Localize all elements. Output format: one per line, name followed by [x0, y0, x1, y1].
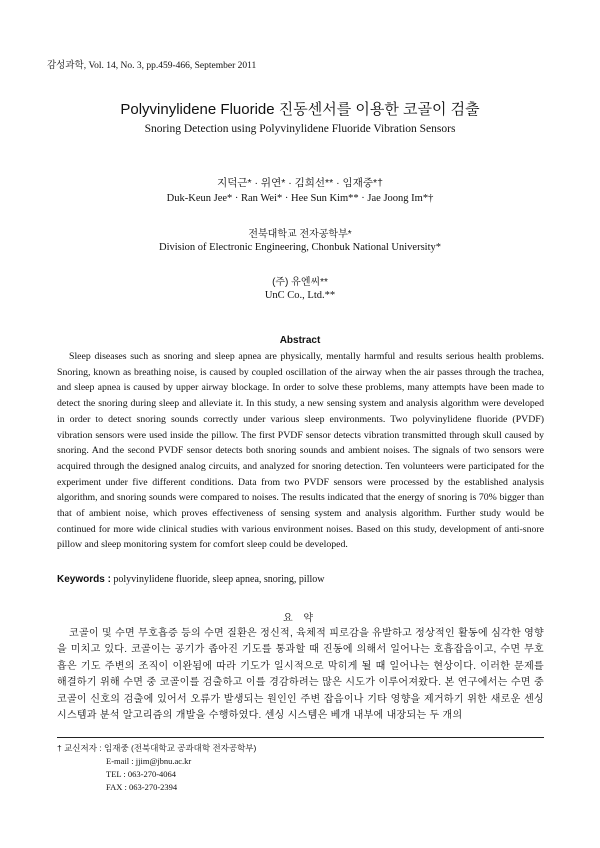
keywords-text: polyvinylidene fluoride, sleep apnea, snoring, pillow — [110, 574, 325, 585]
korean-summary-heading: 요 약 — [282, 613, 318, 624]
affiliation-2-english: UnC Co., Ltd.** — [264, 290, 336, 301]
authors-english: Duk-Keun Jee* · Ran Wei* · Hee Sun Kim** · Jae Joong Im*† — [166, 193, 434, 204]
footnote-fax: FAX : 063-270-2394 — [106, 782, 178, 792]
journal-header: 감성과학, Vol. 14, No. 3, pp.459-466, September 2011 — [47, 61, 257, 71]
affiliation-1-korean: 전북대학교 전자공학부* — [248, 229, 352, 240]
keywords-line — [57, 574, 324, 585]
footnote-corresponding-author: † 교신저자 : 임재중 (전북대학교 공과대학 전자공학부) — [57, 743, 257, 753]
paper-title-korean: Polyvinylidene Fluoride 진동센서를 이용한 코골이 검출 — [120, 101, 480, 118]
affiliation-1-english: Division of Electronic Engineering, Chonbuk National University* — [159, 242, 441, 253]
affiliation-2-korean: (주) 유엔씨** — [272, 277, 328, 288]
abstract-text: Sleep diseases such as snoring and sleep apnea are physically, mentally harmful and results serious health problems. Snoring, known as breathing noise, is caused by coupled oscillation of the airway when the air passes through the trachea, and sleep apnea is caused by upper airway blockage. In order to solve these problems, many attempts have been made to detect the snoring during sleep and alleviate it. In this study, a new sensing system and analysis algorithm were developed in order to detect snoring sounds correctly under various sleep environments. Two polyvinylidene fluoride (PVDF) vibration sensors were used inside the pillow. The first PVDF sensor detects vibration transmitted through skull caused by snoring. And the second PVDF sensor detects both snoring sounds and ambient noises. The signals of two sensors were acquired through the designed analog circuits, and analyzed for snoring detection. Ten volunteers were participated for the experiment under five different conditions. Data from two PVDF sensors were processed by the established analysis algorithm, and snoring sounds were compared to noises. The results indicated that the energy of snoring is 70% bigger than that of ambient noise, which proves effectiveness of sensing system and analysis algorithm. Further study would be continued for more wide clinical studies with various environment noises. Based on this study, development of anti-snore pillow and sleep monitoring system for comfort sleep could be developed. — [57, 351, 544, 551]
footnote-divider — [57, 737, 544, 738]
footnote-email: E-mail : jjim@jbnu.ac.kr — [106, 756, 192, 766]
korean-summary-text: 코골이 및 수면 무호흡증 등의 수면 질환은 정신적, 육체적 피로감을 유발하고 정상적인 활동에 심각한 영향을 미치고 있다. 코골이는 공기가 좁아진 기도를 통과할 때 진동에 의해서 일어나는 호흡잡음이고, 수면 무호흡은 기도 주변의 조직이 이완됨에 따라 기도가 일시적으로 막히게 될 때 일어나는 현상이다. 이러한 문제를 해결하기 위해 수면 중 코골이를 검출하고 이를 경감하려는 많은 시도가 이루어져왔다. 본 연구에서는 수면 중 코골이 신호의 검출에 있어서 오류가 발생되는 원인인 주변 잡음이나 기타 영향을 제거하기 위한 새로운 센싱 시스템과 분석 알고리즘의 개발을 수행하였다. 센싱 시스템은 베개 내부에 내장되는 두 개의 — [57, 628, 544, 722]
keywords-label: Keywords : — [57, 574, 111, 585]
abstract-heading: Abstract — [279, 335, 321, 346]
paper-title-english: Snoring Detection using Polyvinylidene Fluoride Vibration Sensors — [144, 123, 456, 135]
footnote-tel: TEL : 063-270-4064 — [106, 769, 177, 779]
authors-korean: 지덕근* · 위연* · 김희선** · 임재중*† — [217, 177, 383, 189]
